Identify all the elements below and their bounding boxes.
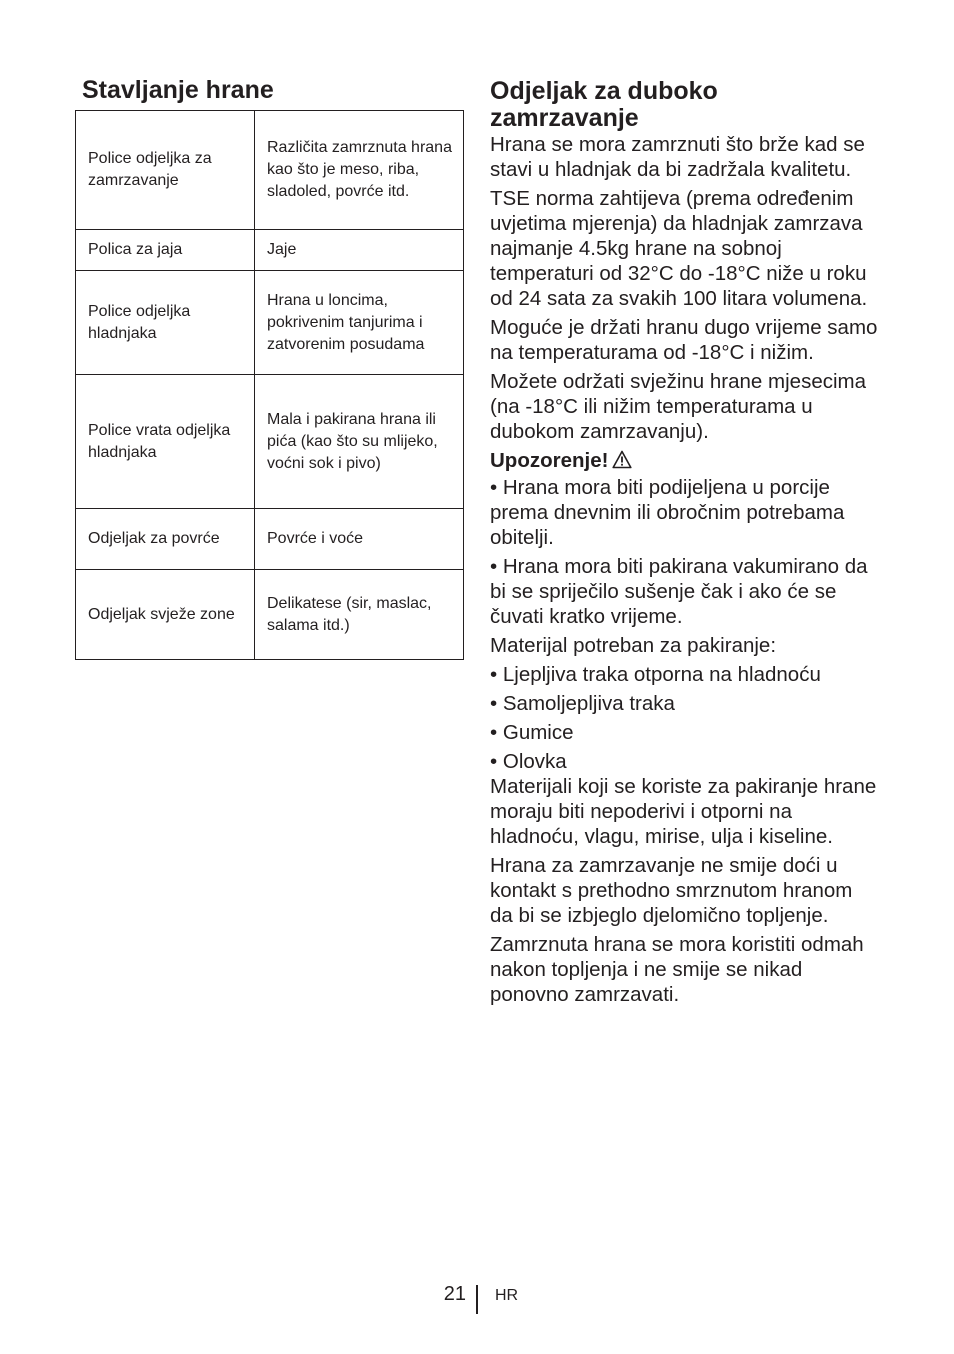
table-cell-place: Police vrata odjeljka hladnjaka [76,375,255,509]
table-row [76,375,464,509]
table-cell-food: Različita zamrznuta hrana kao što je meso, riba, sladoled, povrće itd. [255,111,464,230]
table-cell-place: Police odjeljka hladnjaka [76,271,255,375]
warning-title: Upozorenje! [490,449,609,472]
table-cell-food: Jaje [255,230,464,271]
table-row [76,111,464,230]
paragraph: Moguće je držati hranu dugo vrijeme samo na temperaturama od -18°C i nižim. [490,316,878,364]
table-cell-food: Povrće i voće [255,509,464,570]
table-cell-place: Police odjeljka za zamrzavanje [76,111,255,230]
table-cell-food: Delikatese (sir, maslac, salama itd.) [255,570,464,660]
warning-bullet: • Hrana mora biti podijeljena u porcije prema dnevnim ili obročnim potrebama obitelji. [490,476,845,549]
language-code: HR [495,1287,519,1304]
table-cell-place: Odjeljak za povrće [76,509,255,570]
section-title-food-placement: Stavljanje hrane [82,76,274,104]
paragraph: Hrana za zamrzavanje ne smije doći u kontakt s prethodno smrznutom hranom da bi se izbjeglo djelomično topljenje. [490,854,853,927]
page-number: 21 [443,1283,466,1305]
paragraph: Hrana se mora zamrznuti što brže kad se stavi u hladnjak da bi zadržala kvalitetu. [490,133,865,181]
table-cell-place: Odjeljak svježe zone [76,570,255,660]
paragraph: Zamrznuta hrana se mora koristiti odmah nakon topljenja i ne smije se nikad ponovno zamrzavati. [490,933,864,1006]
section-title-deep-freeze: Odjeljak za duboko zamrzavanje [490,77,718,132]
table-row [76,509,464,570]
table-cell-place: Polica za jaja [76,230,255,271]
warning-bullet: • Hrana mora biti pakirana vakumirano da bi se spriječilo sušenje čak i ako će se čuvati kratko vrijeme. [490,555,868,628]
deep-freeze-body [490,132,880,1011]
materials-bullet: • Gumice [490,721,574,744]
page-footer [0,1281,954,1315]
paragraph: Možete održati svježinu hrane mjesecima (na -18°C ili nižim temperaturama u dubokom zamrzavanju). [490,370,866,443]
paragraph: TSE norma zahtijeva (prema određenim uvjetima mjerenja) da hladnjak zamrzava najmanje 4.5kg hrane na sobnoj temperaturi od 32°C do -18°C niže u roku od 24 sata za svakih 100 litara volumena. [490,187,868,310]
food-placement-table [75,110,464,660]
materials-bullet: • Olovka [490,750,567,773]
warning-triangle-icon [612,450,632,475]
table-cell-food: Hrana u loncima, pokrivenim tanjurima i zatvorenim posudama [255,271,464,375]
table-row [76,570,464,660]
table-row [76,230,464,271]
materials-intro: Materijal potreban za pakiranje: [490,634,777,657]
warning-heading [490,448,880,475]
table-row [76,271,464,375]
table-cell-food: Mala i pakirana hrana ili pića (kao što su mlijeko, voćni sok i pivo) [255,375,464,509]
materials-bullet: • Samoljepljiva traka [490,692,675,715]
paragraph: Materijali koji se koriste za pakiranje hrane moraju biti nepoderivi i otporni na hladnoću, vlagu, mirise, ulja i kiseline. [490,775,877,848]
footer-divider [476,1285,478,1314]
materials-bullet: • Ljepljiva traka otporna na hladnoću [490,663,821,686]
